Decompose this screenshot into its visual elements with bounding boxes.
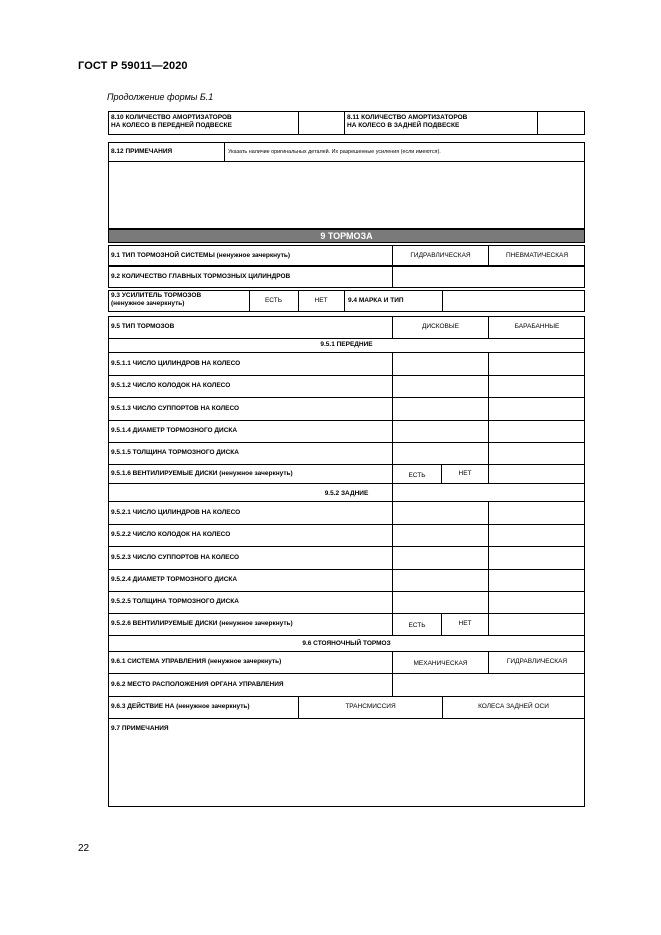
rear-row-2-label: 9.5.2.2 ЧИСЛО КОЛОДОК НА КОЛЕСО: [111, 531, 231, 538]
rear-row-1-label: 9.5.2.1 ЧИСЛО ЦИЛИНДРОВ НА КОЛЕСО: [111, 509, 241, 516]
front-brakes-title: 9.5.1 ПЕРЕДНИЕ: [320, 341, 373, 348]
front-ventilated-yes-option[interactable]: ЕСТЬ: [408, 472, 426, 479]
section-9-title: 9 ТОРМОЗА: [320, 231, 373, 241]
front-row-3-label: 9.5.1.3 ЧИСЛО СУППОРТОВ НА КОЛЕСО: [111, 405, 240, 412]
front-shock-absorbers-field[interactable]: [299, 112, 343, 134]
parking-location-field[interactable]: [393, 674, 584, 695]
master-cylinders-count-label: 9.2 КОЛИЧЕСТВО ГЛАВНЫХ ТОРМОЗНЫХ ЦИЛИНДРОВ: [111, 273, 291, 280]
rear-ventilated-yes-option[interactable]: ЕСТЬ: [408, 622, 426, 629]
rear-shock-absorbers-label: 8.11 КОЛИЧЕСТВО АМОРТИЗАТОРОВ НА КОЛЕСО В ЗАДНЕЙ ПОДВЕСКЕ: [347, 114, 468, 129]
brake-system-type-label: 9.1 ТИП ТОРМОЗНОЙ СИСТЕМЫ (ненужное зачеркнуть): [111, 252, 291, 259]
rear-ventilated-label: 9.5.2.6 ВЕНТИЛИРУЕМЫЕ ДИСКИ (ненужное зачеркнуть): [111, 620, 293, 627]
front-row-1-label: 9.5.1.1 ЧИСЛО ЦИЛИНДРОВ НА КОЛЕСО: [111, 360, 241, 367]
front-row-4-label: 9.5.1.4 ДИАМЕТР ТОРМОЗНОГО ДИСКА: [111, 427, 238, 434]
front-row-2-label: 9.5.1.2 ЧИСЛО КОЛОДОК НА КОЛЕСО: [111, 382, 231, 389]
parking-location-label: 9.6.2 МЕСТО РАСПОЛОЖЕНИЯ ОРГАНА УПРАВЛЕНИЯ: [111, 681, 284, 688]
notes-8-12-hint: Указать наличие оригинальных деталей. Их разрешенные усиления (если имеются).: [228, 149, 441, 155]
parking-brake-title: 9.6 СТОЯНОЧНЫЙ ТОРМОЗ: [302, 640, 391, 647]
rear-brakes-title: 9.5.2 ЗАДНИЕ: [324, 490, 369, 497]
brake-system-pneumatic-option[interactable]: ПНЕВМАТИЧЕСКАЯ: [505, 252, 569, 259]
front-shock-absorbers-label: 8.10 КОЛИЧЕСТВО АМОРТИЗАТОРОВ НА КОЛЕСО В ПЕРЕДНЕЙ ПОДВЕСКЕ: [111, 114, 232, 129]
front-row-5-label: 9.5.1.5 ТОЛЩИНА ТОРМОЗНОГО ДИСКА: [111, 449, 239, 456]
parking-control-label: 9.6.1 СИСТЕМА УПРАВЛЕНИЯ (ненужное зачеркнуть): [111, 658, 282, 665]
form-continuation-caption: Продолжение формы Б.1: [107, 92, 214, 102]
brake-booster-no-option[interactable]: НЕТ: [314, 297, 328, 304]
brake-booster-label: 9.3 УСИЛИТЕЛЬ ТОРМОЗОВ (ненужное зачеркнуть): [111, 292, 202, 307]
brake-type-drum-option[interactable]: БАРАБАННЫЕ: [514, 323, 560, 330]
brake-type-disc-option[interactable]: ДИСКОВЫЕ: [422, 323, 459, 330]
parking-acts-rear-wheels-option[interactable]: КОЛЕСА ЗАДНЕЙ ОСИ: [478, 703, 549, 710]
brake-booster-yes-option[interactable]: ЕСТЬ: [264, 297, 283, 304]
rear-row-3-label: 9.5.2.3 ЧИСЛО СУППОРТОВ НА КОЛЕСО: [111, 554, 240, 561]
rear-shock-absorbers-field[interactable]: [538, 112, 584, 134]
brake-type-label: 9.5 ТИП ТОРМОЗОВ: [111, 323, 175, 330]
brake-system-hydraulic-option[interactable]: ГИДРАВЛИЧЕСКАЯ: [410, 252, 471, 259]
rear-ventilated-no-option[interactable]: НЕТ: [458, 620, 472, 627]
notes-8-12-label: 8.12 ПРИМЕЧАНИЯ: [111, 148, 173, 155]
page-number: 22: [78, 843, 90, 854]
notes-8-12-field[interactable]: [109, 162, 584, 228]
standard-number: ГОСТ Р 59011—2020: [78, 60, 188, 72]
parking-acts-transmission-option[interactable]: ТРАНСМИССИЯ: [345, 703, 396, 710]
rear-row-5-label: 9.5.2.5 ТОЛЩИНА ТОРМОЗНОГО ДИСКА: [111, 598, 239, 605]
parking-control-hydraulic-option[interactable]: ГИДРАВЛИЧЕСКАЯ: [506, 658, 568, 665]
rear-row-4-label: 9.5.2.4 ДИАМЕТР ТОРМОЗНОГО ДИСКА: [111, 576, 238, 583]
parking-acts-on-label: 9.6.3 ДЕЙСТВИЕ НА (ненужное зачеркнуть): [111, 703, 250, 710]
parking-control-mechanical-option[interactable]: МЕХАНИЧЕСКАЯ: [413, 660, 468, 667]
notes-9-7-label: 9.7 ПРИМЕЧАНИЯ: [111, 725, 169, 732]
brake-brand-type-field[interactable]: [443, 291, 584, 311]
notes-9-7-field[interactable]: [109, 735, 584, 805]
brake-brand-type-label: 9.4 МАРКА И ТИП: [348, 297, 404, 304]
front-ventilated-label: 9.5.1.6 ВЕНТИЛИРУЕМЫЕ ДИСКИ (ненужное зачеркнуть): [111, 470, 293, 477]
front-ventilated-no-option[interactable]: НЕТ: [458, 470, 472, 477]
master-cylinders-count-field[interactable]: [393, 267, 584, 287]
